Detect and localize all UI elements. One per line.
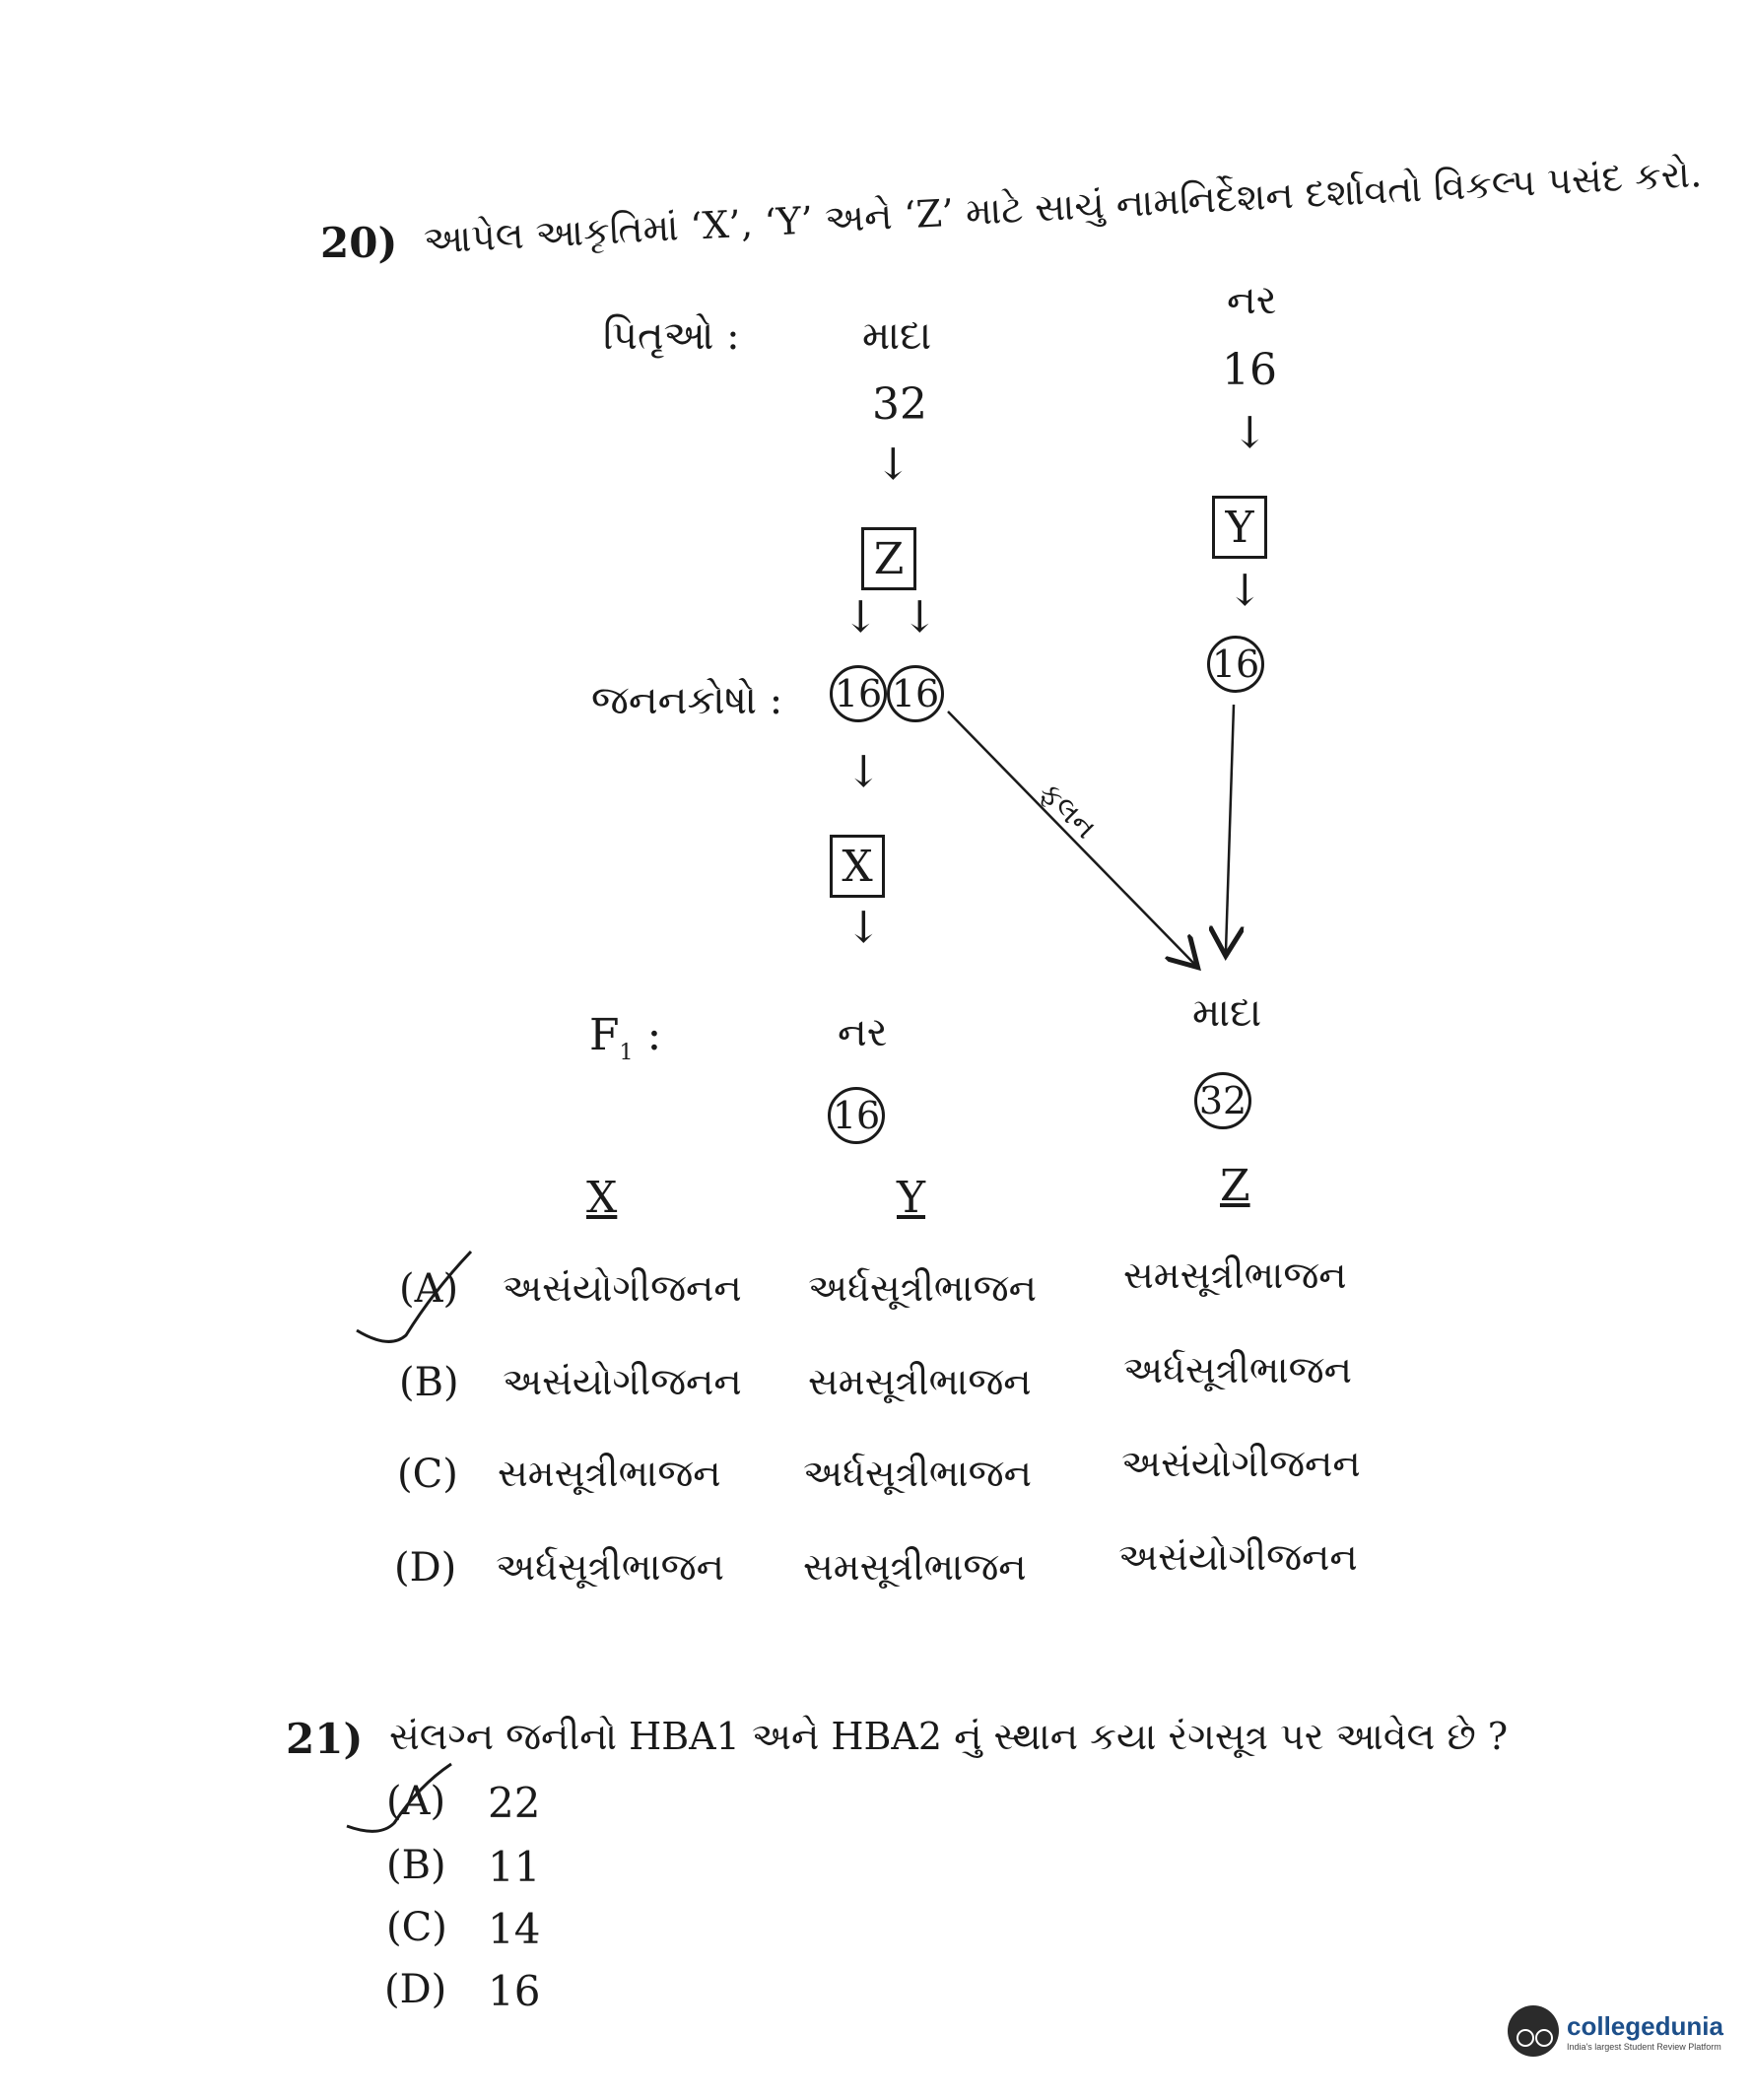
option-x-value: અસંયોગીજનન: [503, 1360, 742, 1403]
down-arrow-icon: ↓: [1227, 566, 1263, 616]
option-z-value: અસંયોગીજનન: [1121, 1442, 1361, 1485]
f1-colon: :: [646, 1010, 662, 1060]
option-value: 14: [488, 1905, 541, 1953]
option-y-value: અર્ધસૂત્રીભાજન: [808, 1266, 1037, 1310]
f1-letter: F: [589, 1010, 620, 1060]
option-z-value: અસંયોગીજનન: [1118, 1535, 1358, 1579]
gamete-circle-3: 16: [1207, 636, 1264, 693]
f1-subscript: 1: [619, 1040, 634, 1065]
option-x-value: અસંયોગીજનન: [503, 1266, 742, 1310]
column-header-z: Z: [1220, 1161, 1250, 1211]
option-y-value: અર્ધસૂત્રીભાજન: [803, 1452, 1032, 1495]
gametes-label: જનનકોષો :: [591, 678, 783, 723]
female-parent-label: માદા: [862, 313, 932, 359]
question-20-number: 20): [320, 219, 398, 267]
option-label: (C): [397, 1452, 458, 1497]
logo-tagline: India's largest Student Review Platform: [1567, 2041, 1721, 2052]
female-parent-number: 32: [872, 379, 927, 430]
option-label: (C): [386, 1905, 447, 1950]
column-header-y: Y: [897, 1173, 926, 1223]
down-arrow-icon: ↓: [1232, 408, 1268, 458]
option-label: (D): [384, 1967, 447, 2012]
f1-male-number: 16: [828, 1087, 885, 1144]
collegedunia-logo: [1508, 2005, 1723, 2057]
column-header-x: X: [586, 1173, 618, 1223]
option-z-value: અર્ધસૂત્રીભાજન: [1123, 1348, 1352, 1391]
gamete-circle-1: 16: [830, 665, 887, 722]
question-21-text: સંલગ્ન જનીનો HBA1 અને HBA2 નું સ્થાન કયા રંગસૂત્ર પર આવેલ છે ?: [389, 1715, 1509, 1758]
option-label: (A): [386, 1779, 446, 1824]
gamete-circle-2: 16: [887, 665, 944, 722]
down-arrow-icon: ↓: [902, 592, 938, 643]
logo-mascot-icon: [1508, 2005, 1559, 2057]
box-z: Z: [861, 527, 916, 590]
parents-label: પિતૃઓ :: [603, 313, 740, 359]
option-label: (B): [386, 1843, 446, 1888]
option-y-value: સમસૂત્રીભાજન: [808, 1360, 1032, 1403]
down-arrow-icon: ↓: [845, 903, 882, 953]
option-label: (A): [399, 1266, 459, 1312]
down-arrow-icon: ↓: [845, 747, 882, 797]
logo-name: collegedunia: [1567, 2010, 1723, 2041]
box-y: Y: [1212, 496, 1267, 559]
male-parent-number: 16: [1222, 345, 1277, 395]
option-value: 22: [488, 1779, 541, 1827]
down-arrow-icon: ↓: [875, 440, 911, 490]
down-arrow-icon: ↓: [843, 592, 879, 643]
f1-female-label: માદા: [1192, 990, 1262, 1036]
option-x-value: સમસૂત્રીભાજન: [498, 1452, 721, 1495]
box-x: X: [830, 835, 885, 898]
option-z-value: સમસૂત્રીભાજન: [1123, 1253, 1347, 1297]
question-21-number: 21): [286, 1715, 364, 1763]
option-value: 16: [488, 1967, 541, 2015]
option-x-value: અર્ધસૂત્રીભાજન: [496, 1545, 724, 1589]
option-y-value: સમસૂત્રીભાજન: [803, 1545, 1027, 1589]
option-value: 11: [488, 1843, 541, 1891]
f1-female-number: 32: [1194, 1072, 1251, 1129]
f1-male-label: નર: [838, 1010, 888, 1055]
fusion-label: ફલન: [1032, 775, 1104, 847]
question-20-text: આપેલ આકૃતિમાં ‘X’, ‘Y’ અને ‘Z’ માટે સાચું નામનિર્દેશન દર્શાવતો વિકલ્પ પસંદ કરો.: [422, 152, 1704, 262]
male-parent-label: નર: [1227, 278, 1277, 323]
option-label: (B): [399, 1360, 459, 1405]
option-label: (D): [394, 1545, 457, 1591]
